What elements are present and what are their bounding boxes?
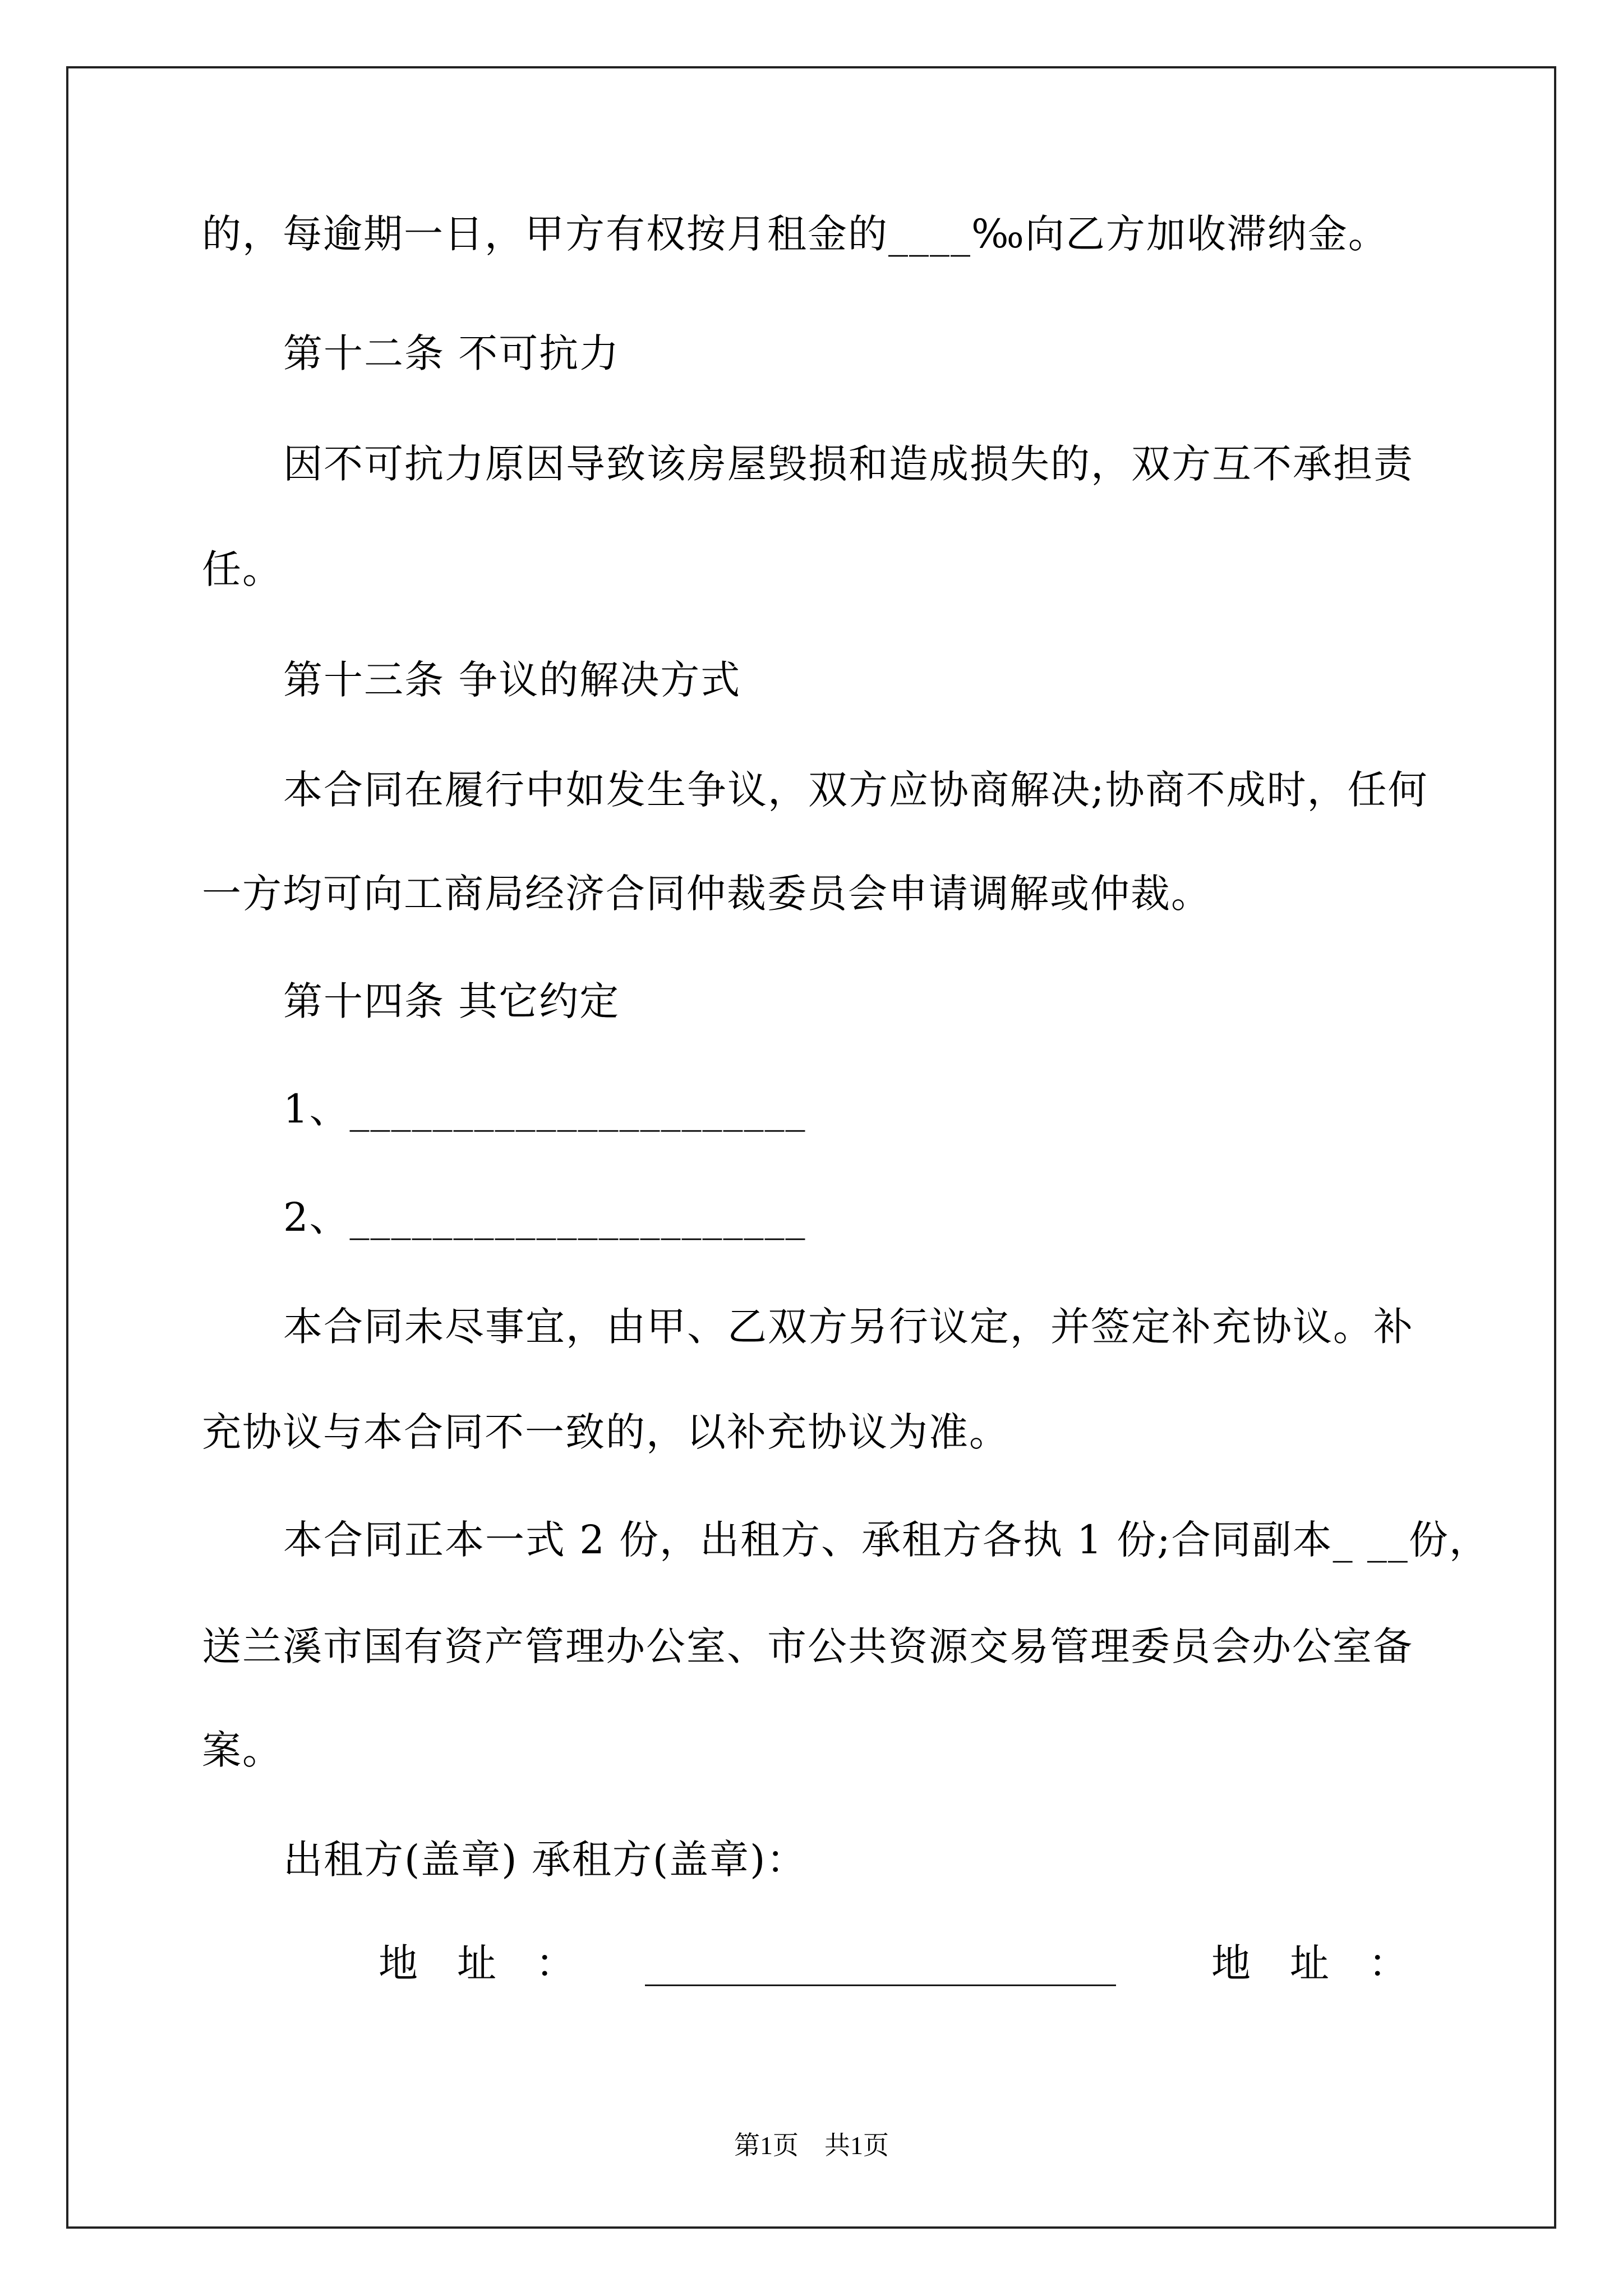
paragraph-line-force-majeure-end: 任。 <box>202 546 283 592</box>
signature-parties-line: 出租方(盖章) 承租方(盖章)： <box>283 1837 807 1883</box>
paragraph-line-force-majeure: 因不可抗力原因导致该房屋毁损和造成损失的，双方互不承担责 <box>283 441 1414 487</box>
paragraph-line-copies-cont: 送兰溪市国有资产管理办公室、市公共资源交易管理委员会办公室备 <box>202 1623 1413 1669</box>
article-14-heading: 第十四条 其它约定 <box>283 978 620 1024</box>
address-label-lessee: 地 址 ： <box>1211 1940 1408 1986</box>
paragraph-line-dispute: 本合同在履行中如发生争议，双方应协商解决;协商不成时，任何 <box>283 767 1428 813</box>
address-blank-lessor: ________________________ <box>645 1940 1116 1986</box>
other-agreement-item-1: 1、______________________ <box>283 1086 806 1132</box>
paragraph-line-copies-end: 案。 <box>202 1727 283 1773</box>
paragraph-line-late-fee: 的，每逾期一日，甲方有权按月租金的____‰向乙方加收滞纳金。 <box>202 211 1389 257</box>
page-border <box>66 66 1556 2229</box>
paragraph-line-supplement: 本合同未尽事宜，由甲、乙双方另行议定，并签定补充协议。补 <box>283 1304 1414 1350</box>
address-label-lessor: 地 址 ： <box>379 1940 575 1986</box>
paragraph-line-copies: 本合同正本一式 2 份，出租方、承租方各执 1 份;合同副本_ __份， <box>283 1517 1490 1563</box>
paragraph-line-dispute-end: 一方均可向工商局经济合同仲裁委员会申请调解或仲裁。 <box>202 871 1211 917</box>
paragraph-line-supplement-end: 充协议与本合同不一致的，以补充协议为准。 <box>202 1409 1009 1455</box>
article-12-heading: 第十二条 不可抗力 <box>283 330 620 376</box>
other-agreement-item-2: 2、______________________ <box>283 1194 806 1240</box>
article-13-heading: 第十三条 争议的解决方式 <box>283 657 741 703</box>
page-number-footer: 第1页 共1页 <box>734 2131 889 2160</box>
